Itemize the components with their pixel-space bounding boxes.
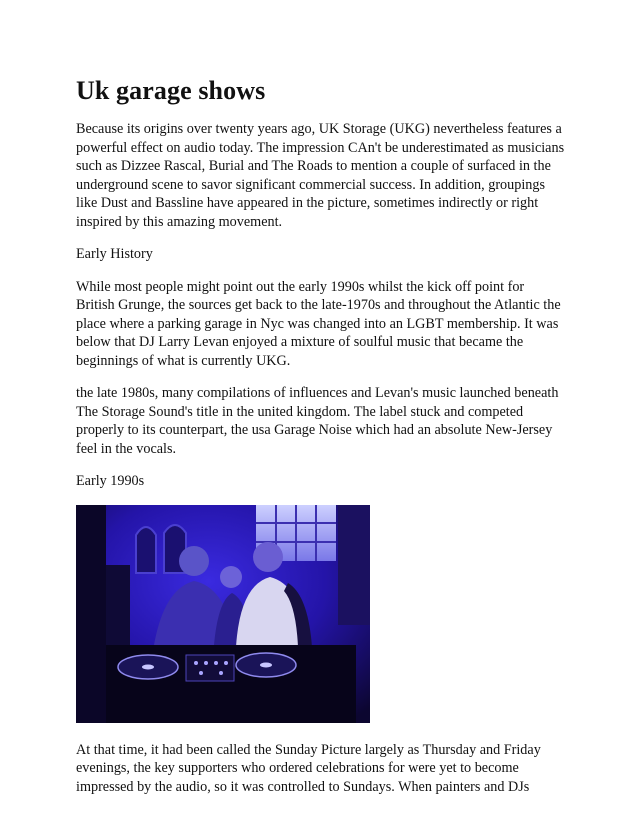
document-title: Uk garage shows — [76, 76, 266, 105]
heading-early-history: Early History — [76, 246, 153, 262]
heading-early-1990s: Early 1990s — [76, 473, 145, 489]
paragraph-sunday: At that time, it had been called the Sunday Picture largely as Thursday and Friday evenings, the key supporters who ordered celebrations for were yet to become impressed by the audio, so it was controlled to Sundays. When painters and DJs — [76, 741, 541, 795]
dj-photo — [76, 505, 370, 723]
paragraph-late-1980s: the late 1980s, many compilations of influences and Levan's music launched beneath The Storage Sound's title in the united kingdom. The label stuck and competed properly to its counterpart, the usa Garage Noise which had an absolute New-Jersey feel in the vocals. — [76, 385, 559, 457]
paragraph-intro: Because its origins over twenty years ago, UK Storage (UKG) nevertheless features a powerful effect on audio today. The impression CAn't be underestimated as musicians such as Dizzee Rascal, Burial and The Roads to mention a couple of surfaced in the underground scene to savor significant commercial success. In addition, groupings like Dust and Bassline have appeared in the picture, sometimes indirectly or right inspired by this amazing movement. — [76, 121, 565, 230]
document-page — [76, 76, 566, 810]
paragraph-early-history: While most people might point out the early 1990s whilst the kick off point for British Grunge, the sources get back to the late-1970s and throughout the Atlantic the place where a parking garage in Nyc was changed into an LGBT membership. It was below that DJ Larry Levan enjoyed a mixture of soulful music that became the beginnings of what is currently UKG. — [76, 278, 561, 369]
